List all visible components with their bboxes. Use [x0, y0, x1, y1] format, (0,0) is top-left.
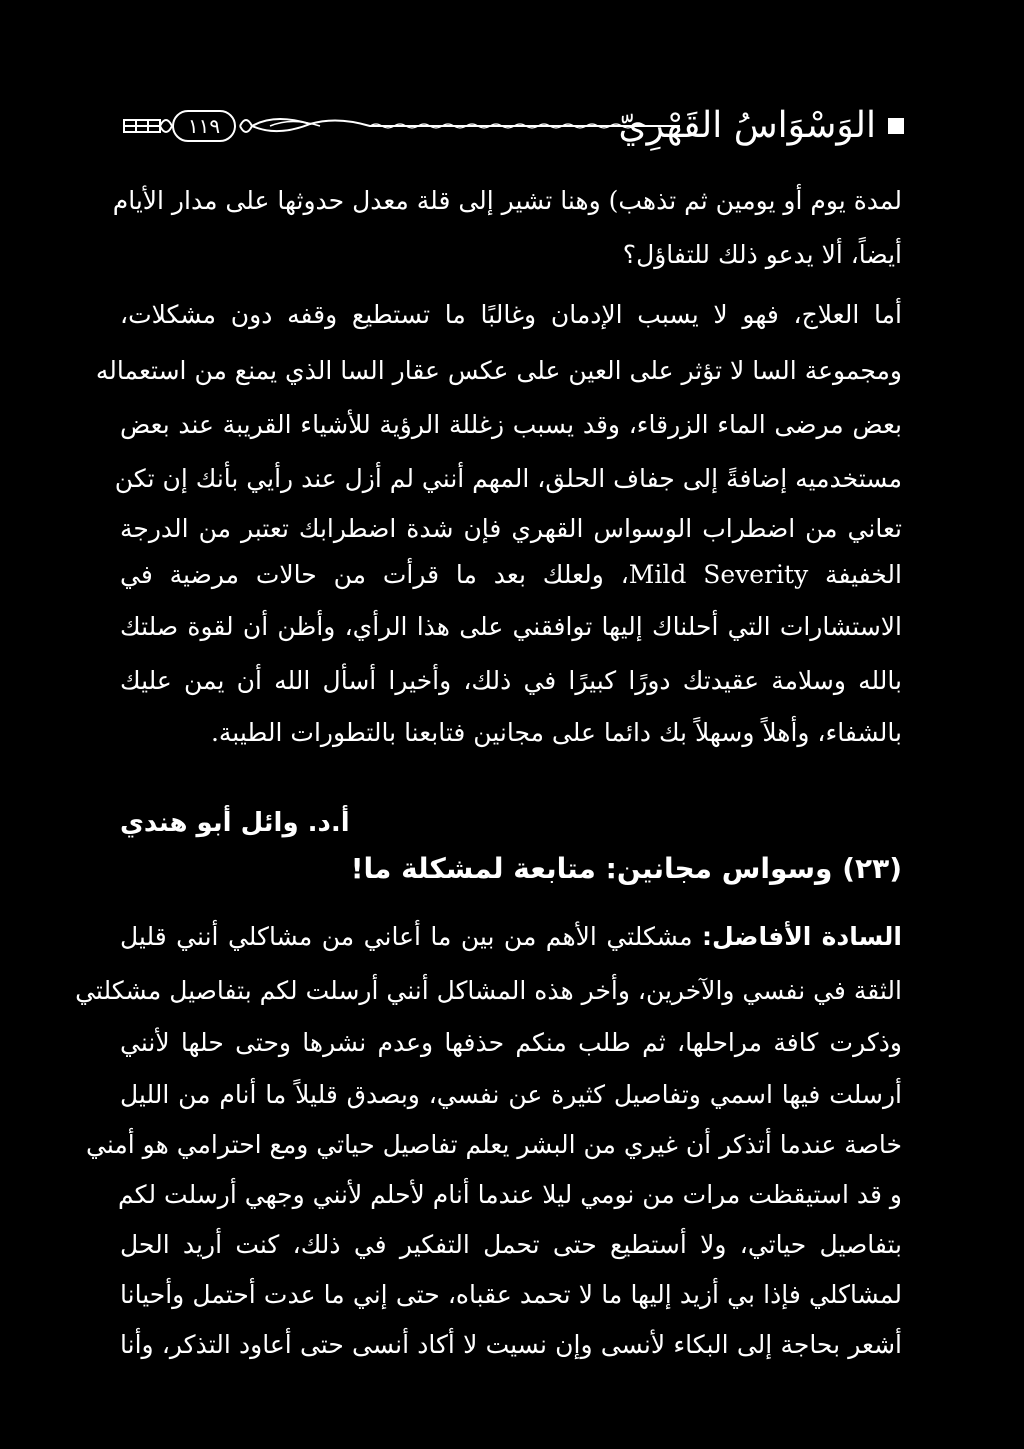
text-line: الثقة في نفسي والآخرين، وأخر هذه المشاكل أنني أرسلت لكم بتفاصيل مشكلتي	[75, 976, 902, 1005]
text-line: بعض مرضى الماء الزرقاء، وقد يسبب زغللة الرؤية للأشياء القريبة عند بعض	[120, 410, 902, 439]
text-line	[120, 922, 902, 951]
text-line: بالشفاء، وأهلاً وسهلاً بك دائما على مجانين فتابعنا بالتطورات الطيبة.	[210, 718, 902, 747]
text-line: ومجموعة السا لا تؤثر على العين على عكس عقار السا الذي يمنع من استعماله	[95, 356, 902, 385]
page-number: ١١٩	[172, 110, 236, 142]
text-line: الاستشارات التي أحلناك إليها توافقني على هذا الرأي، وأظن أن لقوة صلتك	[120, 612, 902, 641]
text-line: لمشاكلي فإذا بي أزيد إليها ما لا تحمد عقباه، حتى إني ما عدت أحتمل وأحيانا	[120, 1280, 902, 1309]
text-span: مشكلتي الأهم من بين ما أعاني من مشاكلي أنني قليل	[120, 922, 693, 951]
text-line: تعاني من اضطراب الوسواس القهري فإن شدة اضطرابك تعتبر من الدرجة	[120, 514, 902, 543]
section-heading: (٢٣) وسواس مجانين: متابعة لمشكلة ما!	[350, 852, 902, 885]
text-line: أما العلاج، فهو لا يسبب الإدمان وغالبًا ما تستطيع وقفه دون مشكلات،	[120, 300, 902, 329]
page-header	[120, 96, 904, 156]
text-line: لمدة يوم أو يومين ثم تذهب) وهنا تشير إلى قلة معدل حدوثها على مدار الأيام	[112, 186, 902, 215]
header-square-icon	[888, 118, 904, 134]
text-line: الخفيفة Mild Severity، ولعلك بعد ما قرأت من حالات مرضية في	[120, 560, 902, 589]
text-line: بالله وسلامة عقيدتك دورًا كبيرًا في ذلك، وأخيرا أسأل الله أن يمن عليك	[120, 666, 902, 695]
text-line: و قد استيقظت مرات من نومي ليلا عندما أنام لأحلم لأنني وجهي أرسلت لكم	[118, 1180, 902, 1209]
salutation-label: السادة الأفاضل:	[701, 922, 902, 951]
text-line: وذكرت كافة مراحلها، ثم طلب منكم حذفها وعدم نشرها وحتى حلها لأنني	[120, 1028, 902, 1057]
text-line: أيضاً، ألا يدعو ذلك للتفاؤل؟	[622, 240, 902, 269]
text-line: مستخدميه إضافةً إلى جفاف الحلق، المهم أنني لم أزل عند رأيي بأنك إن تكن	[114, 464, 902, 493]
text-line: خاصة عندما أتذكر أن غيري من البشر يعلم تفاصيل حياتي ومع احترامي هو أمني	[85, 1130, 902, 1159]
author-signature: أ.د. وائل أبو هندي	[120, 808, 350, 838]
text-line: أرسلت فيها اسمي وتفاصيل كثيرة عن نفسي، وبصدق قليلاً ما أنام من الليل	[120, 1080, 902, 1109]
running-title: الوَسْوَاسُ القَهْرِيّ	[618, 105, 876, 146]
text-line: أشعر بحاجة إلى البكاء لأنسى وإن نسيت لا أكاد أنسى حتى أعاود التذكر، وأنا	[120, 1330, 902, 1359]
text-line: بتفاصيل حياتي، ولا أستطيع حتى تحمل التفكير في ذلك، كنت أريد الحل	[120, 1230, 902, 1259]
